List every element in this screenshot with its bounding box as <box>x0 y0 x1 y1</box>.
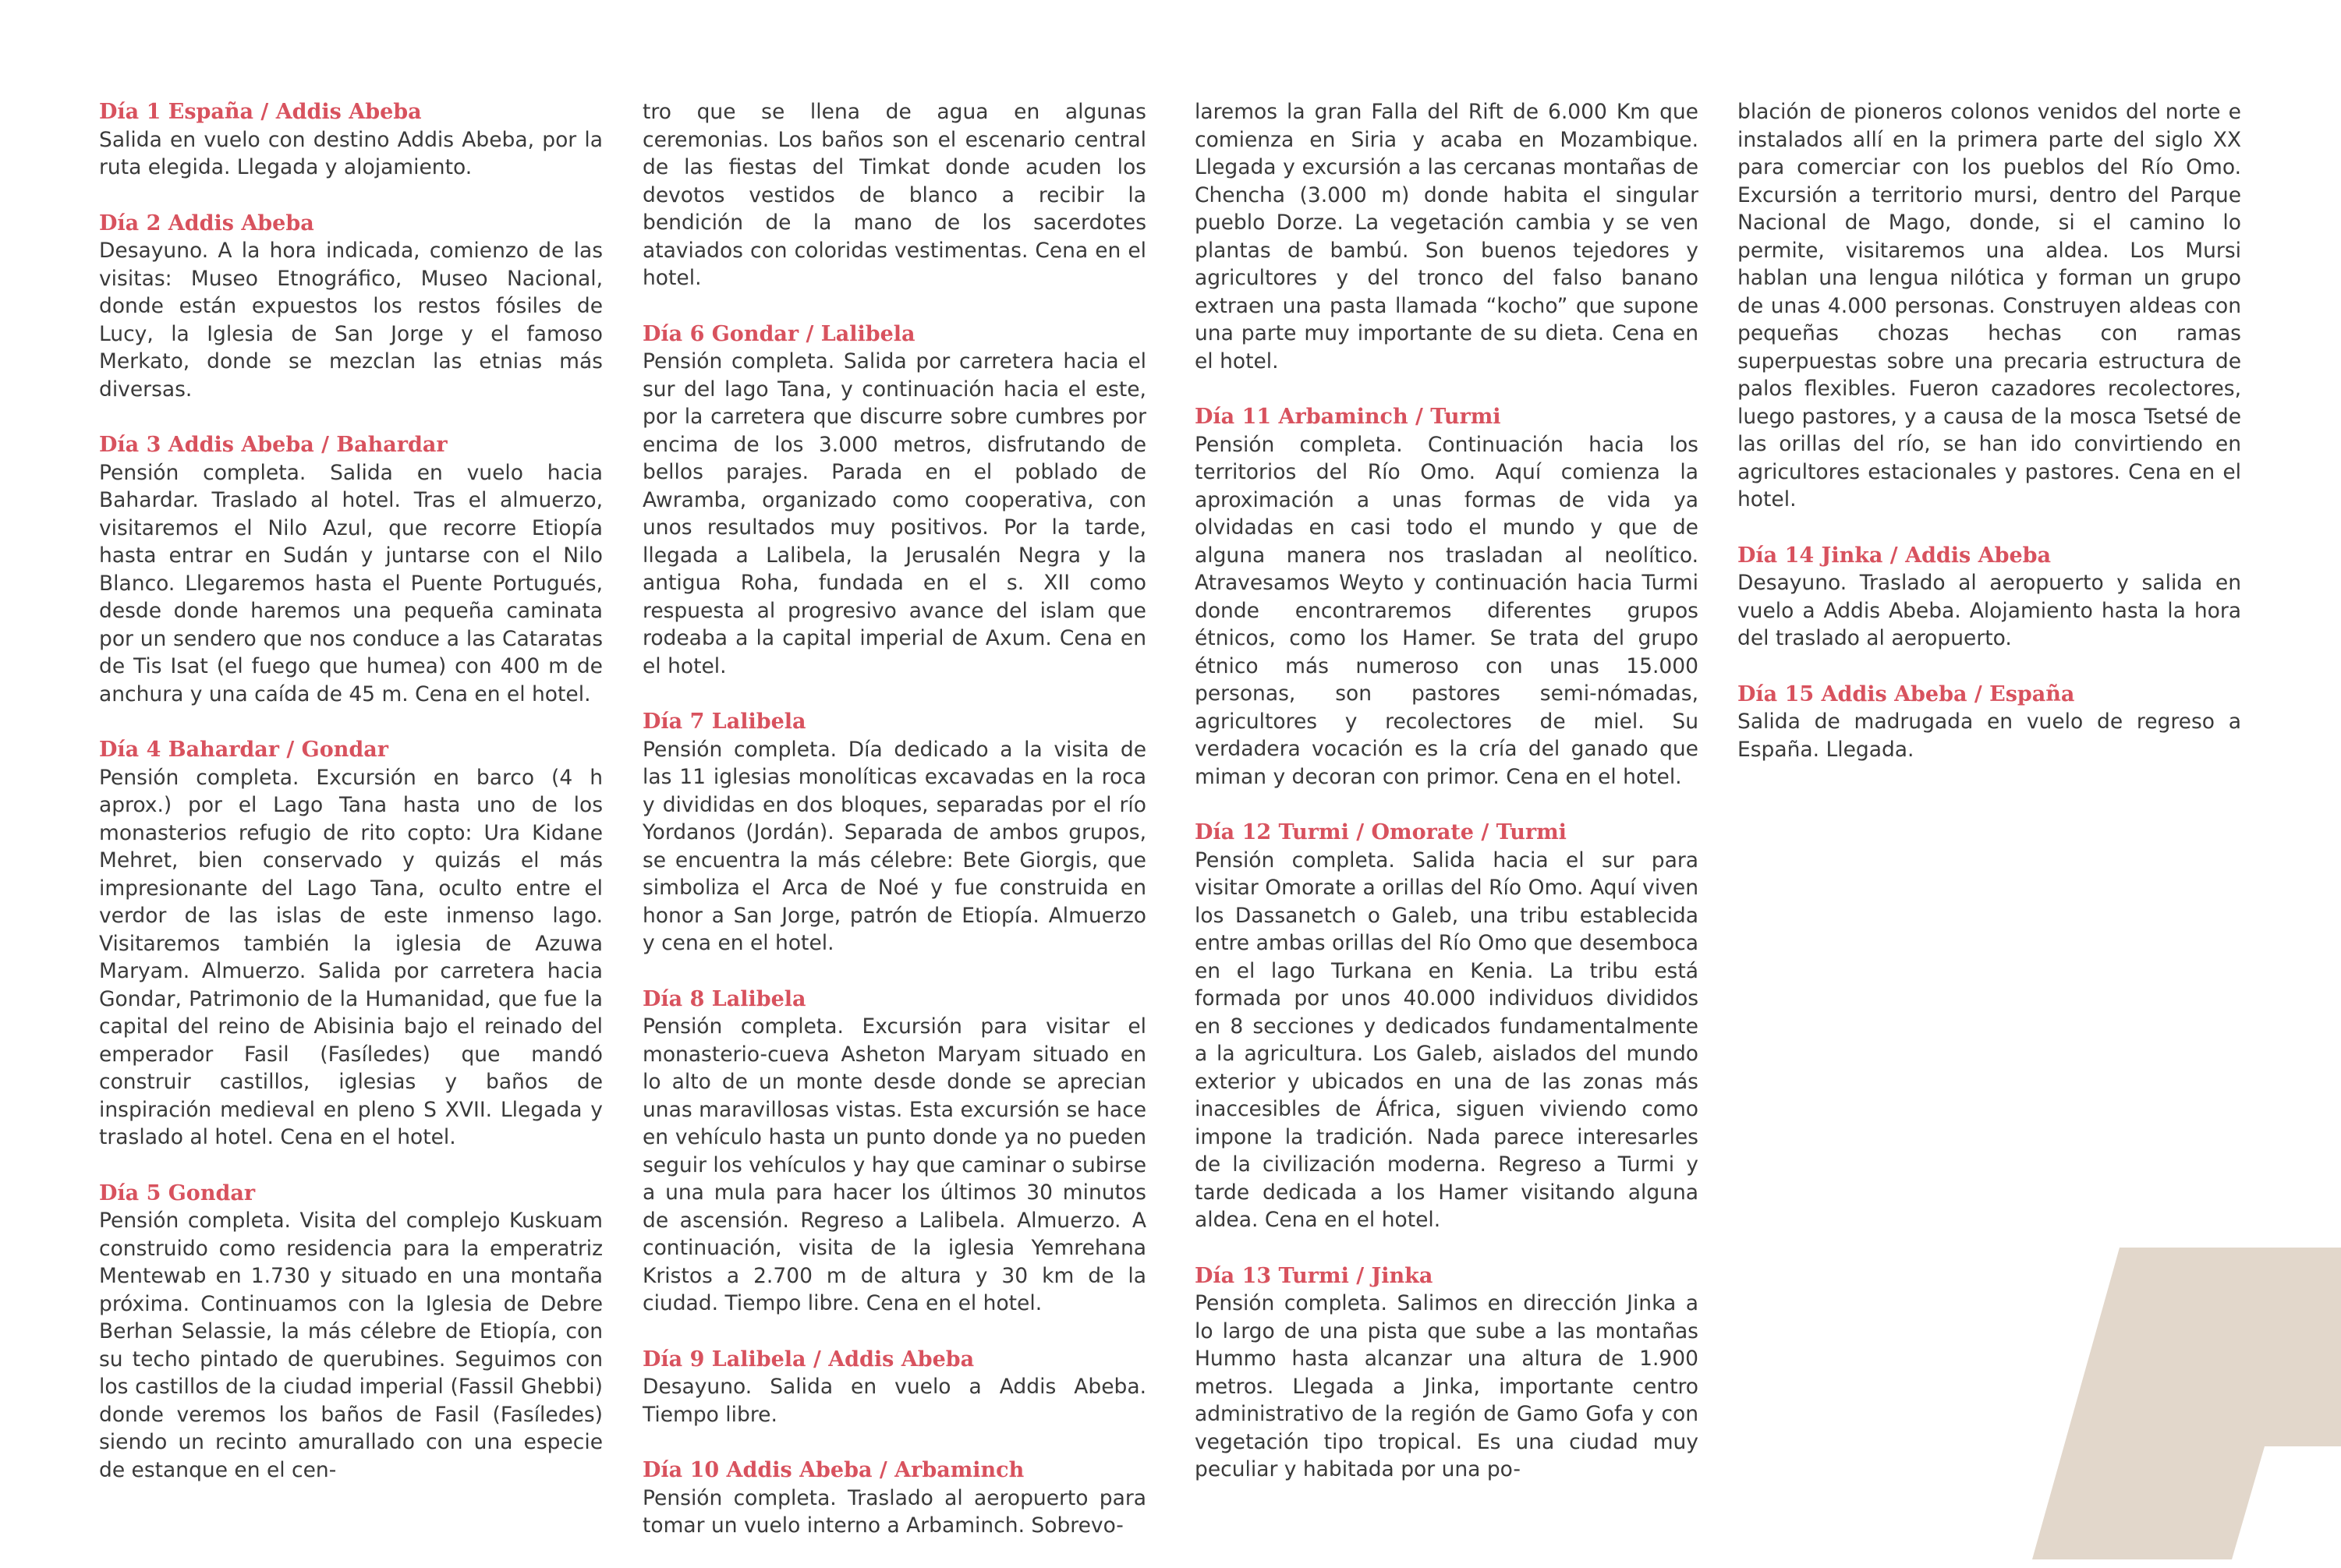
continuation-block <box>1195 98 1698 375</box>
day-description: Pensión completa. Salimos en dirección Jinka a lo largo de una pista que sube a las montañas Hummo hasta alcanzar una altura de 1.900 metros. Llegada a Jinka, importante centro administrativo de la región de Gamo Gofa y con vegetación tipo tropical. Es una ciudad muy peculiar y habitada por una po- <box>1195 1291 1698 1481</box>
day-entry <box>99 98 603 182</box>
day-entry <box>1195 819 1698 1234</box>
day-title: Día 1 España / Addis Abeba <box>99 100 422 124</box>
day-entry <box>643 1457 1146 1540</box>
day-title: Día 6 Gondar / Lalibela <box>643 321 916 346</box>
day-description: Pensión completa. Traslado al aeropuerto para tomar un vuelo interno a Arbaminch. Sobrevo- <box>643 1485 1146 1538</box>
day-description: Pensión completa. Excursión para visitar el monasterio-cueva Asheton Maryam situado en lo alto de un monte desde donde se aprecian unas maravillosas vistas. Esta excursión se hace en vehículo hasta un punto donde ya no pueden seguir los vehículos y hay que caminar o subirse a una mula para hacer los últimos 30 minutos de ascensión. Regreso a Lalibela. Almuerzo. A continuación, visita de la iglesia Yemrehana Kristos a 2.700 m de altura y 30 km de la ciudad. Tiempo libre. Cena en el hotel. <box>643 1014 1146 1315</box>
day-title: Día 2 Addis Abeba <box>99 211 314 235</box>
day-title: Día 15 Addis Abeba / España <box>1737 681 2075 706</box>
continued-text: blación de pioneros colonos venidos del norte e instalados allí en la primera parte del siglo XX para comerciar con los pueblos del Río Omo. Excursión a territorio mursi, dentro del Parque Nacional de Mago, donde, si el camino lo permite, visitaremos una aldea. Los Mursi hablan una lengua nilótica y forman un grupo de unas 4.000 personas. Construyen aldeas con pequeñas chozas hechas con ramas superpuestas sobre una precaria estructura de palos flexibles. Fueron cazadores recolectores, luego pastores, y a causa de la mosca Tsetsé de las orillas del río, se han ido convirtiendo en agricultores estacionales y pastores. Cena en el hotel. <box>1737 100 2241 511</box>
day-title: Día 5 Gondar <box>99 1180 256 1205</box>
day-entry <box>643 1346 1146 1429</box>
day-entry <box>643 320 1146 681</box>
day-entry <box>99 210 603 404</box>
day-entry <box>643 986 1146 1318</box>
day-entry <box>99 1180 603 1485</box>
day-description: Salida de madrugada en vuelo de regreso a España. Llegada. <box>1737 710 2241 762</box>
continuation-block <box>1737 98 2241 514</box>
day-description: Pensión completa. Día dedicado a la visita de las 11 iglesias monolíticas excavadas en la roca y divididas en dos bloques, separadas por el río Yordanos (Jordán). Separada de ambos grupos, se encuentra la más célebre: Bete Giorgis, que simboliza el Arca de Noé y fue construida en honor a San Jorge, patrón de Etiopía. Almuerzo y cena en el hotel. <box>643 737 1146 955</box>
column-2 <box>643 98 1146 1568</box>
day-entry <box>1195 403 1698 791</box>
continuation-block <box>643 98 1146 292</box>
column-1 <box>99 98 603 1512</box>
day-title: Día 12 Turmi / Omorate / Turmi <box>1195 820 1567 844</box>
day-title: Día 13 Turmi / Jinka <box>1195 1263 1433 1288</box>
day-description: Pensión completa. Salida en vuelo hacia Bahardar. Traslado al hotel. Tras el almuerzo, visitaremos el Nilo Azul, que recorre Etiopía hasta entrar en Sudán y juntarse con el Nilo Blanco. Llegaremos hasta el Puente Portugués, desde donde haremos una pequeña caminata por un sendero que nos conduce a las Cataratas de Tis Isat (el fuego que humea) con 400 m de anchura y una caída de 45 m. Cena en el hotel. <box>99 460 603 706</box>
day-entry <box>1737 542 2241 653</box>
day-description: Pensión completa. Salida hacia el sur para visitar Omorate a orillas del Río Omo. Aquí viven los Dassanetch o Galeb, una tribu establecida entre ambas orillas del Río Omo que desemboca en el lago Turkana en Kenia. La tribu está formada por unos 40.000 individuos divididos en 8 secciones y dedicados fundamentalmente a la agricultura. Los Galeb, aislados del mundo exterior y ubicados en una de las zonas más inaccesibles de África, siguen viviendo como impone la tradición. Nada parece interesarles de la civilización moderna. Regreso a Turmi y tarde dedicada a los Hamer visitando alguna aldea. Cena en el hotel. <box>1195 848 1698 1232</box>
continued-text: laremos la gran Falla del Rift de 6.000 Km que comienza en Siria y acaba en Mozambique. Llegada y excursión a las cercanas montañas de Chencha (3.000 m) donde habita el singular pueblo Dorze. La vegetación cambia y se ven plantas de bambú. Son buenos tejedores y agricultores y del tronco del falso banano extraen una pasta llamada “kocho” que supone una parte muy importante de su dieta. Cena en el hotel. <box>1195 100 1698 373</box>
day-description: Pensión completa. Excursión en barco (4 h aprox.) por el Lago Tana hasta uno de los monasterios refugio de rito copto: Ura Kidane Mehret, bien conservado y quizás el más impresionante del Lago Tana, oculto entre el verdor de las islas de este inmenso lago. Visitaremos también la iglesia de Azuwa Maryam. Almuerzo. Salida por carretera hacia Gondar, Patrimonio de la Humanidad, que fue la capital del reino de Abisinia bajo el reinado del emperador Fasil (Fasíledes) que mandó construir castillos, iglesias y baños de inspiración medieval en pleno S XVII. Llegada y traslado al hotel. Cena en el hotel. <box>99 765 603 1149</box>
day-title: Día 7 Lalibela <box>643 710 806 734</box>
day-description: Desayuno. Salida en vuelo a Addis Abeba. Tiempo libre. <box>643 1375 1146 1427</box>
day-entry <box>99 431 603 708</box>
day-description: Pensión completa. Visita del complejo Kuskuam construido como residencia para la emperatriz Mentewab en 1.730 y situado en una montaña próxima. Continuamos con la Iglesia de Debre Berhan Selassie, la más célebre de Etiopía, con su techo pintado de querubines. Seguimos con los castillos de la ciudad imperial (Fassil Ghebbi) donde veremos los baños de Fasil (Fasíledes) siendo un recinto amurallado con una especie de estanque en el cen- <box>99 1209 603 1482</box>
decorative-beige-band <box>2032 1248 2341 1559</box>
day-title: Día 11 Arbaminch / Turmi <box>1195 405 1501 429</box>
day-title: Día 14 Jinka / Addis Abeba <box>1737 543 2052 568</box>
column-4 <box>1737 98 2241 791</box>
day-title: Día 3 Addis Abeba / Bahardar <box>99 433 448 457</box>
day-description: Desayuno. Traslado al aeropuerto y salida en vuelo a Addis Abeba. Alojamiento hasta la hora del traslado al aeropuerto. <box>1737 571 2241 650</box>
day-description: Salida en vuelo con destino Addis Abeba, por la ruta elegida. Llegada y alojamiento. <box>99 127 603 179</box>
day-entry <box>1195 1262 1698 1484</box>
day-title: Día 8 Lalibela <box>643 986 806 1011</box>
day-description: Pensión completa. Salida por carretera hacia el sur del lago Tana, y continuación hacia el este, por la carretera que discurre sobre cumbres por encima de los 3.000 metros, disfrutando de bellos parajes. Parada en el poblado de Awramba, organizado como cooperativa, con unos resultados muy positivos. Por la tarde, llegada a Lalibela, la Jerusalén Negra y la antigua Roha, fundada en el s. XII como respuesta al progresivo avance del islam que rodeaba a la capital imperial de Axum. Cena en el hotel. <box>643 349 1146 678</box>
day-entry <box>99 736 603 1152</box>
day-title: Día 10 Addis Abeba / Arbaminch <box>643 1458 1025 1482</box>
day-description: Desayuno. A la hora indicada, comienzo de las visitas: Museo Etnográfico, Museo Nacional, donde están expuestos los restos fósiles de Lucy, la Iglesia de San Jorge y el famoso Merkato, donde se mezclan las etnias más diversas. <box>99 239 603 402</box>
day-entry <box>643 708 1146 957</box>
continued-text: tro que se llena de agua en algunas ceremonias. Los baños son el escenario central de las fiestas del Timkat donde acuden los devotos vestidos de blanco a recibir la bendición de la mano de los sacerdotes ataviados con coloridas vestimentas. Cena en el hotel. <box>643 100 1146 290</box>
day-description: Pensión completa. Continuación hacia los territorios del Río Omo. Aquí comienza la aproximación a unas formas de vida ya olvidadas en casi todo el mundo y que de alguna manera nos trasladan al neolítico. Atravesamos Weyto y continuación hacia Turmi donde encontraremos diferentes grupos étnicos, como los Hamer. Se trata del grupo étnico más numeroso con unas 15.000 personas, son pastores semi-nómadas, agricultores y recolectores de miel. Su verdadera vocación es la cría del ganado que miman y decoran con primor. Cena en el hotel. <box>1195 432 1698 789</box>
column-3 <box>1195 98 1698 1512</box>
day-title: Día 9 Lalibela / Addis Abeba <box>643 1347 975 1372</box>
day-title: Día 4 Bahardar / Gondar <box>99 738 388 762</box>
day-entry <box>1737 681 2241 764</box>
